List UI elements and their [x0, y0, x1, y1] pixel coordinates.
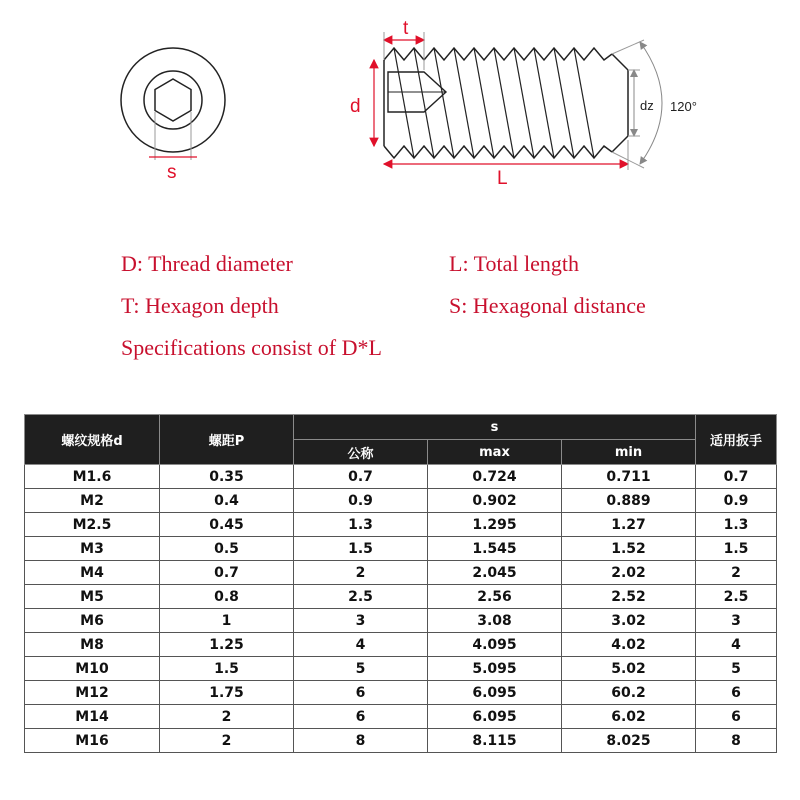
cell-max: 1.295	[428, 513, 562, 537]
cell-max: 2.56	[428, 585, 562, 609]
cell-wrench: 5	[696, 657, 777, 681]
cell-min: 3.02	[562, 609, 696, 633]
cell-max: 5.095	[428, 657, 562, 681]
cell-wrench: 4	[696, 633, 777, 657]
cell-pitch: 1.5	[160, 657, 294, 681]
cell-min: 0.711	[562, 465, 696, 489]
header-max: max	[428, 440, 562, 465]
cell-min: 1.27	[562, 513, 696, 537]
cell-thread-spec: M3	[25, 537, 160, 561]
header-nominal: 公称	[294, 440, 428, 465]
angle-label: 120°	[670, 99, 697, 114]
cell-pitch: 0.8	[160, 585, 294, 609]
cell-wrench: 2.5	[696, 585, 777, 609]
cell-pitch: 0.35	[160, 465, 294, 489]
table-row	[25, 681, 777, 705]
cell-thread-spec: M2	[25, 489, 160, 513]
header-min: min	[562, 440, 696, 465]
technical-drawing	[0, 0, 800, 215]
side-view	[350, 18, 697, 189]
header-s: s	[294, 415, 696, 440]
spec-table	[24, 414, 777, 753]
cell-thread-spec: M2.5	[25, 513, 160, 537]
cell-thread-spec: M16	[25, 729, 160, 753]
table-row	[25, 585, 777, 609]
cell-pitch: 0.4	[160, 489, 294, 513]
cell-max: 3.08	[428, 609, 562, 633]
legend-hexagonal-distance: S: Hexagonal distance	[449, 293, 646, 318]
cell-pitch: 2	[160, 729, 294, 753]
cell-nominal: 4	[294, 633, 428, 657]
cell-wrench: 6	[696, 681, 777, 705]
legend-hexagon-depth: T: Hexagon depth	[121, 293, 279, 318]
table-row	[25, 729, 777, 753]
cell-wrench: 1.5	[696, 537, 777, 561]
cell-thread-spec: M8	[25, 633, 160, 657]
cell-max: 0.724	[428, 465, 562, 489]
cell-min: 0.889	[562, 489, 696, 513]
cell-wrench: 3	[696, 609, 777, 633]
cell-wrench: 1.3	[696, 513, 777, 537]
thread-top-teeth	[384, 48, 612, 60]
table-row	[25, 513, 777, 537]
table-row	[25, 633, 777, 657]
table-row	[25, 465, 777, 489]
cell-max: 1.545	[428, 537, 562, 561]
thread-bottom-teeth	[384, 146, 612, 158]
end-view	[121, 48, 225, 183]
cell-nominal: 2	[294, 561, 428, 585]
cell-min: 2.52	[562, 585, 696, 609]
cell-min: 5.02	[562, 657, 696, 681]
header-wrench: 适用扳手	[696, 415, 777, 465]
cell-nominal: 1.5	[294, 537, 428, 561]
cell-min: 6.02	[562, 705, 696, 729]
table-row	[25, 561, 777, 585]
cell-min: 1.52	[562, 537, 696, 561]
cone-point	[612, 54, 628, 152]
angle-line-top	[612, 40, 644, 54]
cell-nominal: 6	[294, 705, 428, 729]
d-label: d	[350, 96, 361, 117]
cell-thread-spec: M5	[25, 585, 160, 609]
cell-pitch: 1.25	[160, 633, 294, 657]
cell-nominal: 2.5	[294, 585, 428, 609]
cell-pitch: 0.45	[160, 513, 294, 537]
t-label: t	[403, 18, 409, 39]
cell-min: 2.02	[562, 561, 696, 585]
table-row	[25, 705, 777, 729]
cell-thread-spec: M10	[25, 657, 160, 681]
cell-max: 0.902	[428, 489, 562, 513]
cell-pitch: 0.5	[160, 537, 294, 561]
cell-max: 6.095	[428, 681, 562, 705]
cell-nominal: 1.3	[294, 513, 428, 537]
dz-label: dz	[640, 98, 654, 113]
cell-thread-spec: M6	[25, 609, 160, 633]
cell-thread-spec: M1.6	[25, 465, 160, 489]
cell-max: 4.095	[428, 633, 562, 657]
cell-nominal: 5	[294, 657, 428, 681]
cell-nominal: 0.9	[294, 489, 428, 513]
legend-total-length: L: Total length	[449, 251, 580, 276]
cell-wrench: 0.9	[696, 489, 777, 513]
cell-wrench: 0.7	[696, 465, 777, 489]
table-row	[25, 489, 777, 513]
header-thread-spec: 螺纹规格d	[25, 415, 160, 465]
cell-thread-spec: M14	[25, 705, 160, 729]
table-row	[25, 657, 777, 681]
end-view-outer-circle	[121, 48, 225, 152]
cell-min: 60.2	[562, 681, 696, 705]
cell-nominal: 3	[294, 609, 428, 633]
cell-nominal: 0.7	[294, 465, 428, 489]
cell-max: 8.115	[428, 729, 562, 753]
cell-min: 4.02	[562, 633, 696, 657]
cell-wrench: 8	[696, 729, 777, 753]
cell-min: 8.025	[562, 729, 696, 753]
cell-nominal: 8	[294, 729, 428, 753]
legend-thread-diameter: D: Thread diameter	[121, 251, 293, 276]
cell-thread-spec: M4	[25, 561, 160, 585]
table-row	[25, 609, 777, 633]
header-pitch: 螺距P	[160, 415, 294, 465]
cell-thread-spec: M12	[25, 681, 160, 705]
cell-wrench: 2	[696, 561, 777, 585]
s-label: s	[167, 162, 177, 183]
L-label: L	[497, 168, 508, 189]
cell-max: 2.045	[428, 561, 562, 585]
table-row	[25, 537, 777, 561]
cell-max: 6.095	[428, 705, 562, 729]
cell-wrench: 6	[696, 705, 777, 729]
spec-note: Specifications consist of D*L	[121, 335, 382, 360]
cell-nominal: 6	[294, 681, 428, 705]
hexagon-socket	[155, 79, 191, 121]
cell-pitch: 1	[160, 609, 294, 633]
cell-pitch: 0.7	[160, 561, 294, 585]
cell-pitch: 1.75	[160, 681, 294, 705]
cell-pitch: 2	[160, 705, 294, 729]
